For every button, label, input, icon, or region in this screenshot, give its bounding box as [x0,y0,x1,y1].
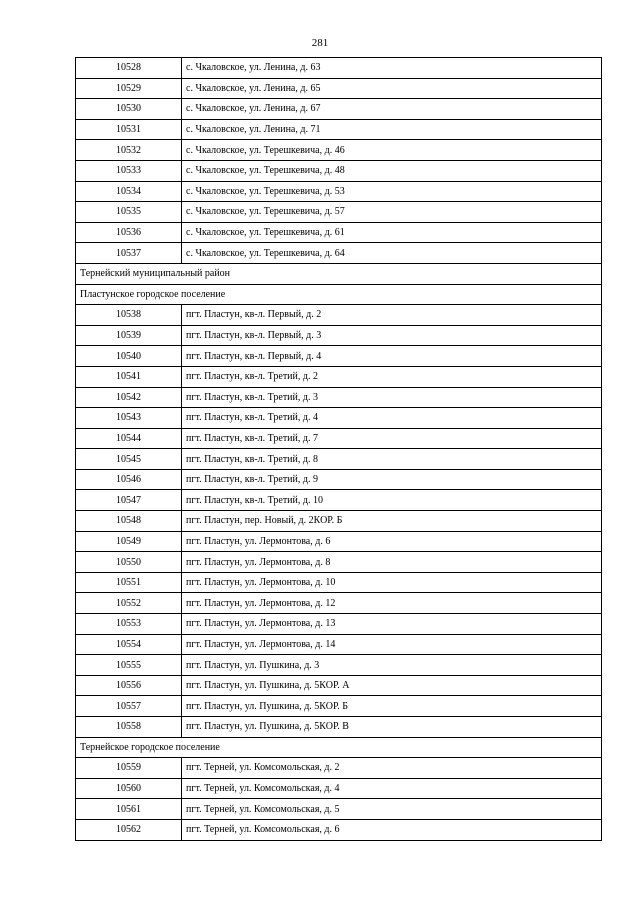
row-number: 10532 [76,140,182,161]
row-number: 10544 [76,428,182,449]
row-number: 10530 [76,99,182,120]
section-header-label: Пластунское городское поселение [76,284,602,305]
table-row [76,614,602,635]
row-address: пгт. Терней, ул. Комсомольская, д. 4 [182,778,602,799]
table-row [76,181,602,202]
table-row [76,99,602,120]
row-number: 10545 [76,449,182,470]
row-number: 10538 [76,305,182,326]
row-address: пгт. Пластун, ул. Лермонтова, д. 12 [182,593,602,614]
table-row [76,552,602,573]
table-row [76,634,602,655]
table-row [76,58,602,79]
table-row [76,655,602,676]
section-header-row [76,284,602,305]
row-address: с. Чкаловское, ул. Терешкевича, д. 48 [182,160,602,181]
table-row [76,408,602,429]
row-address: пгт. Пластун, кв-л. Третий, д. 8 [182,449,602,470]
row-address: с. Чкаловское, ул. Ленина, д. 65 [182,78,602,99]
row-address: пгт. Пластун, кв-л. Третий, д. 4 [182,408,602,429]
table-row [76,222,602,243]
row-number: 10552 [76,593,182,614]
row-number: 10560 [76,778,182,799]
row-address: пгт. Пластун, ул. Лермонтова, д. 8 [182,552,602,573]
row-address: пгт. Пластун, ул. Пушкина, д. 5КОР. В [182,717,602,738]
row-address: с. Чкаловское, ул. Терешкевича, д. 57 [182,202,602,223]
row-address: пгт. Пластун, ул. Лермонтова, д. 13 [182,614,602,635]
row-number: 10549 [76,531,182,552]
table-row [76,160,602,181]
row-number: 10533 [76,160,182,181]
row-number: 10550 [76,552,182,573]
row-number: 10554 [76,634,182,655]
row-address: пгт. Пластун, ул. Пушкина, д. 5КОР. Б [182,696,602,717]
table-row [76,799,602,820]
row-number: 10553 [76,614,182,635]
table-row [76,346,602,367]
row-address: пгт. Пластун, кв-л. Третий, д. 9 [182,469,602,490]
row-number: 10555 [76,655,182,676]
row-address: пгт. Пластун, кв-л. Первый, д. 2 [182,305,602,326]
table-row [76,202,602,223]
row-address: с. Чкаловское, ул. Терешкевича, д. 53 [182,181,602,202]
row-number: 10543 [76,408,182,429]
table-row [76,490,602,511]
section-header-label: Тернейский муниципальный район [76,263,602,284]
row-address: пгт. Пластун, кв-л. Первый, д. 3 [182,325,602,346]
table-row [76,696,602,717]
row-address: пгт. Пластун, ул. Лермонтова, д. 14 [182,634,602,655]
row-address: с. Чкаловское, ул. Терешкевича, д. 61 [182,222,602,243]
page-number: 281 [311,37,329,49]
table-row [76,819,602,840]
table-row [76,469,602,490]
row-number: 10556 [76,675,182,696]
table-row [76,531,602,552]
table-row [76,449,602,470]
row-address: пгт. Пластун, ул. Лермонтова, д. 6 [182,531,602,552]
table-row [76,675,602,696]
address-table-body [76,58,602,841]
row-number: 10541 [76,366,182,387]
row-number: 10536 [76,222,182,243]
row-number: 10534 [76,181,182,202]
row-number: 10528 [76,58,182,79]
row-number: 10561 [76,799,182,820]
row-number: 10531 [76,119,182,140]
row-number: 10557 [76,696,182,717]
row-number: 10537 [76,243,182,264]
table-row [76,758,602,779]
row-address: пгт. Пластун, ул. Пушкина, д. 3 [182,655,602,676]
row-address: пгт. Пластун, ул. Пушкина, д. 5КОР. А [182,675,602,696]
row-address: пгт. Пластун, кв-л. Третий, д. 2 [182,366,602,387]
row-address: пгт. Пластун, кв-л. Третий, д. 7 [182,428,602,449]
table-row [76,572,602,593]
row-address: пгт. Пластун, кв-л. Третий, д. 10 [182,490,602,511]
table-row [76,428,602,449]
section-header-label: Тернейское городское поселение [76,737,602,758]
row-address: с. Чкаловское, ул. Ленина, д. 63 [182,58,602,79]
row-address: с. Чкаловское, ул. Ленина, д. 67 [182,99,602,120]
row-address: с. Чкаловское, ул. Ленина, д. 71 [182,119,602,140]
row-number: 10540 [76,346,182,367]
row-address: пгт. Пластун, кв-л. Первый, д. 4 [182,346,602,367]
row-number: 10542 [76,387,182,408]
table-row [76,387,602,408]
table-row [76,325,602,346]
row-number: 10551 [76,572,182,593]
table-row [76,243,602,264]
row-address: с. Чкаловское, ул. Терешкевича, д. 64 [182,243,602,264]
row-address: пгт. Терней, ул. Комсомольская, д. 5 [182,799,602,820]
row-address: пгт. Пластун, кв-л. Третий, д. 3 [182,387,602,408]
row-address: пгт. Терней, ул. Комсомольская, д. 6 [182,819,602,840]
row-number: 10546 [76,469,182,490]
row-number: 10529 [76,78,182,99]
table-row [76,78,602,99]
row-address: пгт. Терней, ул. Комсомольская, д. 2 [182,758,602,779]
row-address: пгт. Пластун, ул. Лермонтова, д. 10 [182,572,602,593]
table-row [76,778,602,799]
row-number: 10548 [76,511,182,532]
table-row [76,305,602,326]
section-header-row [76,737,602,758]
row-number: 10559 [76,758,182,779]
address-table [75,57,602,841]
row-number: 10547 [76,490,182,511]
section-header-row [76,263,602,284]
table-row [76,593,602,614]
table-row [76,366,602,387]
table-row [76,119,602,140]
row-number: 10562 [76,819,182,840]
table-row [76,140,602,161]
row-address: с. Чкаловское, ул. Терешкевича, д. 46 [182,140,602,161]
row-number: 10539 [76,325,182,346]
row-address: пгт. Пластун, пер. Новый, д. 2КОР. Б [182,511,602,532]
table-row [76,717,602,738]
row-number: 10535 [76,202,182,223]
row-number: 10558 [76,717,182,738]
table-row [76,511,602,532]
